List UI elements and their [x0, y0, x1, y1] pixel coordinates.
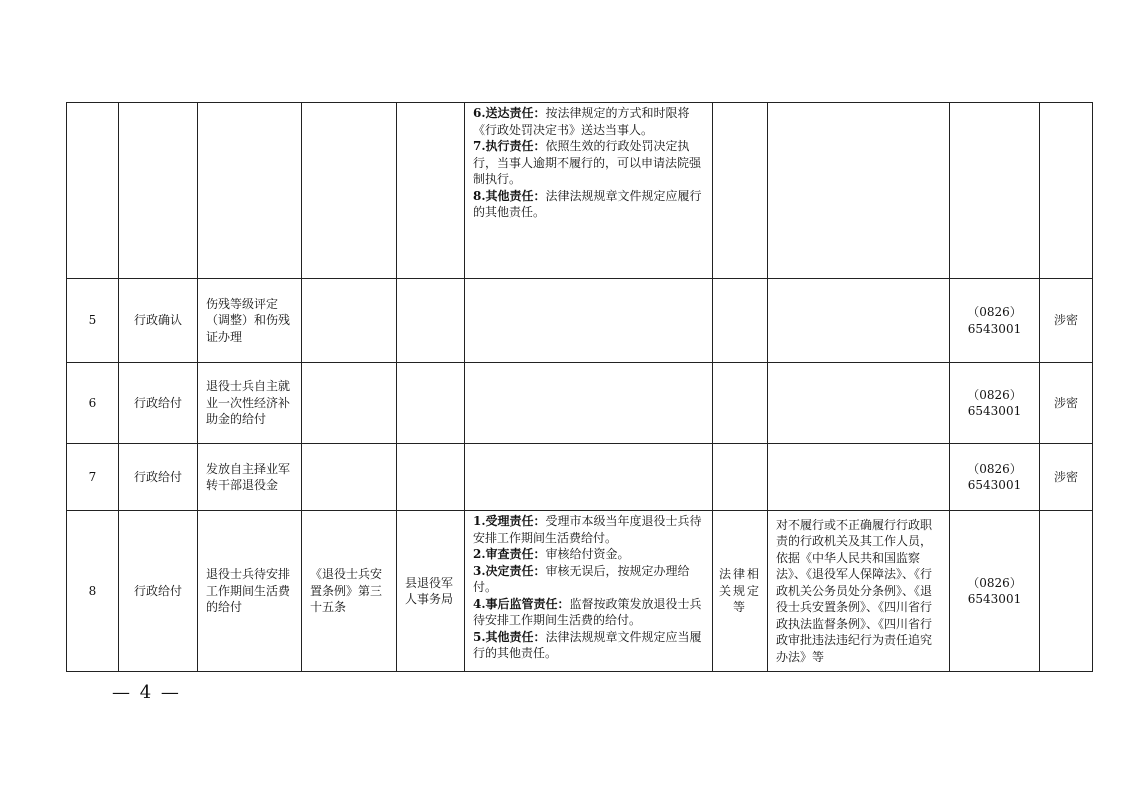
cell-exemption: [713, 279, 768, 363]
duty-text: 按法律规定的方式和时限将《行政处罚决定书》送达当事人。: [473, 106, 690, 137]
cell-name: [198, 103, 302, 279]
cell-duties: [465, 511, 713, 672]
cell-accountability: [768, 103, 950, 279]
duty-title: 8.其他责任：: [473, 188, 546, 203]
cell-basis: [302, 279, 397, 363]
cell-accountability: [768, 363, 950, 444]
page-number: — 4 —: [112, 682, 181, 703]
cell-name: 发放自主择业军转干部退役金: [198, 444, 302, 511]
duty-text: 审核给付资金。: [545, 547, 630, 561]
duty-item: [473, 138, 704, 188]
phone-area-code: （0826）: [967, 387, 1022, 402]
duty-text: 监督按政策发放退役士兵待安排工作期间生活费的给付。: [473, 596, 702, 627]
cell-remark: 涉密: [1040, 279, 1093, 363]
cell-phone: [950, 103, 1040, 279]
duty-item: [473, 546, 704, 563]
duty-title: 7.执行责任：: [473, 139, 546, 153]
cell-dept: 县退役军人事务局: [397, 511, 465, 672]
cell-name: 退役士兵自主就业一次性经济补助金的给付: [198, 363, 302, 444]
cell-basis: [302, 103, 397, 279]
phone-number: 6543001: [967, 321, 1022, 336]
phone-number: 6543001: [967, 478, 1022, 492]
phone-number: 6543001: [967, 592, 1022, 606]
duty-title: 3.决定责任：: [473, 563, 546, 578]
duty-item: [473, 188, 704, 221]
duty-title: 5.其他责任：: [473, 629, 546, 644]
duty-item: [473, 596, 704, 629]
cell-remark: [1040, 511, 1093, 672]
cell-exemption: [713, 103, 768, 279]
cell-remark: [1040, 103, 1093, 279]
cell-name: 伤残等级评定（调整）和伤残证办理: [198, 279, 302, 363]
cell-duties: [465, 444, 713, 511]
cell-accountability: [768, 444, 950, 511]
cell-type: [119, 103, 198, 279]
cell-type: 行政给付: [119, 444, 198, 511]
duty-item: [473, 629, 704, 662]
duty-text: 受理市本级当年度退役士兵待安排工作期间生活费给付。: [473, 514, 702, 545]
cell-basis: [302, 363, 397, 444]
phone-number: 6543001: [967, 404, 1022, 418]
cell-dept: [397, 279, 465, 363]
cell-phone: [950, 511, 1040, 672]
table-row-continuation: [67, 103, 1093, 279]
cell-no: [67, 103, 119, 279]
cell-duties: [465, 363, 713, 444]
cell-accountability: 对不履行或不正确履行行政职责的行政机关及其工作人员，依据《中华人民共和国监察法》、《退役军人保障法》、《行政机关公务员处分条例》、《退役士兵安置条例》、《四川省行政执法监督条例》、《四川省行政审批违法违纪行为责任追究办法》等: [768, 511, 950, 672]
cell-no: 8: [67, 511, 119, 672]
duty-title: 2.审查责任：: [473, 547, 546, 561]
cell-exemption: 法律相关规定等: [713, 511, 768, 672]
duty-title: 4.事后监管责任：: [473, 596, 570, 611]
duty-item: [473, 105, 704, 138]
cell-basis: [302, 444, 397, 511]
cell-type: 行政确认: [119, 279, 198, 363]
cell-name: 退役士兵待安排工作期间生活费的给付: [198, 511, 302, 672]
cell-exemption: [713, 444, 768, 511]
cell-no: 7: [67, 444, 119, 511]
table-row: [67, 279, 1093, 363]
cell-type: 行政给付: [119, 363, 198, 444]
cell-accountability: [768, 279, 950, 363]
cell-dept: [397, 103, 465, 279]
cell-type: 行政给付: [119, 511, 198, 672]
duty-item: [473, 513, 704, 546]
cell-exemption: [713, 363, 768, 444]
duty-item: [473, 563, 704, 596]
cell-dept: [397, 444, 465, 511]
duty-text: 法律法规规章文件规定应履行的其他责任。: [473, 188, 702, 219]
cell-dept: [397, 363, 465, 444]
table-row: [67, 363, 1093, 444]
phone-area-code: （0826）: [967, 575, 1022, 590]
cell-phone: [950, 444, 1040, 511]
cell-basis: 《退役士兵安置条例》第三十五条: [302, 511, 397, 672]
cell-duties: [465, 279, 713, 363]
phone-area-code: （0826）: [967, 305, 1022, 319]
table-row: [67, 444, 1093, 511]
duty-text: 审核无误后，按规定办理给付。: [473, 563, 690, 594]
phone-area-code: （0826）: [967, 461, 1022, 476]
duty-text: 法律法规规章文件规定应当履行的其他责任。: [473, 629, 702, 660]
power-list-table: [66, 102, 1093, 672]
duty-title: 6.送达责任：: [473, 106, 546, 120]
duty-title: 1.受理责任：: [473, 514, 546, 528]
cell-phone: [950, 363, 1040, 444]
cell-duties: [465, 103, 713, 279]
cell-remark: 涉密: [1040, 444, 1093, 511]
cell-no: 6: [67, 363, 119, 444]
cell-phone: [950, 279, 1040, 363]
cell-no: 5: [67, 279, 119, 363]
table-row: [67, 511, 1093, 672]
cell-remark: 涉密: [1040, 363, 1093, 444]
duty-text: 依照生效的行政处罚决定执行，当事人逾期不履行的，可以申请法院强制执行。: [473, 139, 702, 186]
